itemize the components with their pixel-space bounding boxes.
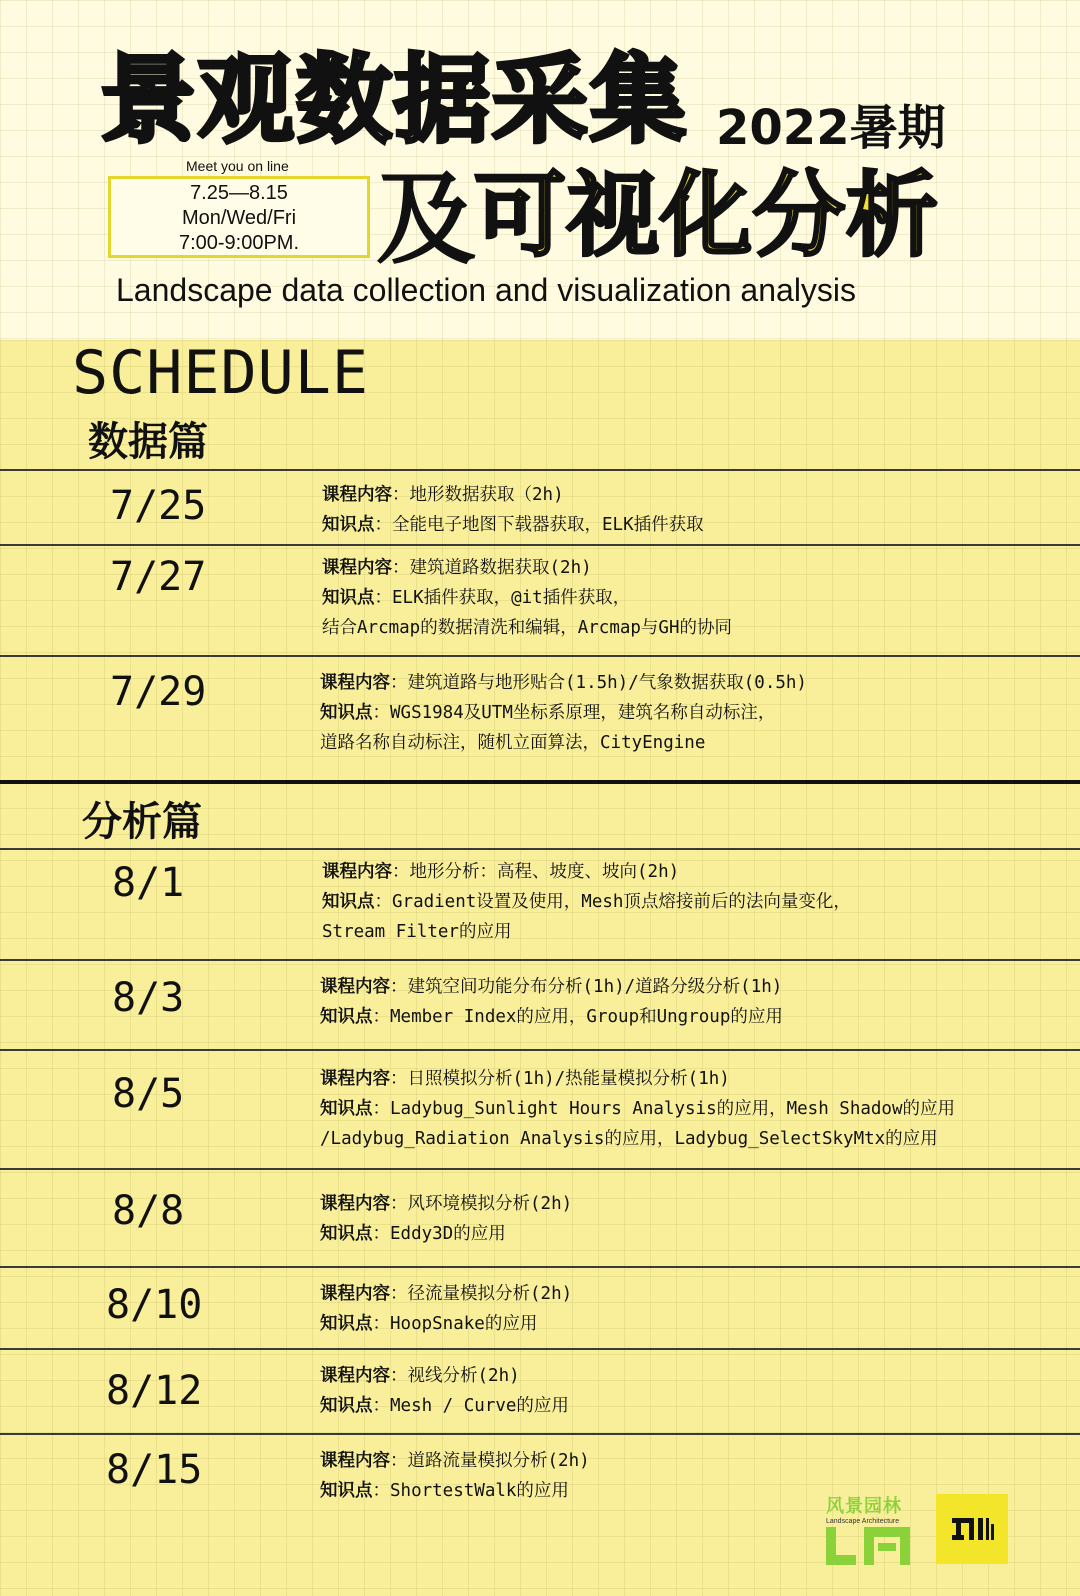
divider bbox=[0, 469, 1080, 471]
knowledge-label: 知识点 bbox=[322, 515, 375, 535]
session-details: 课程内容：视线分析(2h) 知识点：Mesh / Curve的应用 bbox=[320, 1366, 569, 1416]
session-details: 课程内容：建筑道路与地形贴合(1.5h)/气象数据获取(0.5h) 知识点：WGS1984及UTM坐标系原理，建筑名称自动标注， 道路名称自动标注，随机立面算法，CityEngine bbox=[320, 668, 807, 758]
session-date: 7/27 bbox=[110, 554, 207, 600]
session-date: 8/10 bbox=[106, 1282, 203, 1328]
term-label: 2022暑期 bbox=[716, 100, 946, 156]
session-content: 建筑道路数据获取(2h) bbox=[409, 558, 592, 578]
session-knowledge: 结合Arcmap的数据清洗和编辑，Arcmap与GH的协同 bbox=[322, 618, 733, 638]
session-details: 课程内容：地形数据获取（2h) 知识点：全能电子地图下载器获取，ELK插件获取 bbox=[322, 485, 704, 535]
section-title-data: 数据篇 bbox=[88, 419, 208, 465]
session-knowledge: WGS1984及UTM坐标系原理，建筑名称自动标注， bbox=[390, 703, 776, 723]
session-details: 课程内容：日照模拟分析(1h)/热能量模拟分析(1h) 知识点：Ladybug_Sunlight Hours Analysis的应用，Mesh Shadow的应用 /Ladybug_Radiation Analysis的应用，Ladybug_SelectSkyMtx的应用 bbox=[320, 1064, 955, 1154]
la-logo-subtitle: Landscape Architecture bbox=[826, 1518, 900, 1525]
divider bbox=[0, 1266, 1080, 1268]
session-date: 8/12 bbox=[106, 1368, 203, 1414]
session-knowledge: Gradient设置及使用，Mesh顶点熔接前后的法向量变化， bbox=[392, 892, 851, 912]
landscape-architecture-logo bbox=[826, 1492, 914, 1571]
title-main: 景观数据采集 bbox=[100, 44, 688, 156]
session-content: 视线分析(2h) bbox=[407, 1366, 520, 1386]
knowledge-label: 知识点 bbox=[320, 703, 373, 723]
session-content: 日照模拟分析(1h)/热能量模拟分析(1h) bbox=[407, 1069, 730, 1089]
session-knowledge: ELK插件获取，@it插件获取， bbox=[392, 588, 631, 608]
content-label: 课程内容 bbox=[320, 673, 390, 693]
session-details: 课程内容：建筑道路数据获取(2h) 知识点：ELK插件获取，@it插件获取， 结合Arcmap的数据清洗和编辑，Arcmap与GH的协同 bbox=[322, 553, 732, 643]
divider bbox=[0, 959, 1080, 961]
session-knowledge: Eddy3D的应用 bbox=[390, 1224, 506, 1244]
knowledge-label: 知识点 bbox=[320, 1314, 373, 1334]
session-details: 课程内容：建筑空间功能分布分析(1h)/道路分级分析(1h) 知识点：Member Index的应用，Group和Ungroup的应用 bbox=[320, 977, 783, 1027]
time-hours: 7:00-9:00PM. bbox=[178, 232, 300, 254]
session-date: 8/3 bbox=[112, 975, 185, 1021]
session-knowledge: Mesh / Curve的应用 bbox=[390, 1396, 569, 1416]
session-content: 道路流量模拟分析(2h) bbox=[407, 1451, 590, 1471]
knowledge-label: 知识点 bbox=[322, 588, 375, 608]
session-content: 地形数据获取（2h) bbox=[409, 485, 564, 505]
time-dates: 7.25—8.15 bbox=[190, 182, 288, 204]
content-label: 课程内容 bbox=[320, 1284, 390, 1304]
title-sub: 可视化分析 bbox=[474, 162, 940, 269]
session-knowledge: 道路名称自动标注，随机立面算法，CityEngine bbox=[320, 733, 706, 753]
knowledge-label: 知识点 bbox=[320, 1007, 373, 1027]
section-title-analysis: 分析篇 bbox=[82, 799, 202, 845]
divider bbox=[0, 1348, 1080, 1350]
session-content: 建筑道路与地形贴合(1.5h)/气象数据获取(0.5h) bbox=[407, 673, 807, 693]
meet-online-label: Meet you on line bbox=[186, 158, 289, 174]
knowledge-label: 知识点 bbox=[320, 1396, 373, 1416]
content-label: 课程内容 bbox=[320, 1069, 390, 1089]
la-logo-mark-icon bbox=[826, 1525, 912, 1567]
session-knowledge: HoopSnake的应用 bbox=[390, 1314, 538, 1334]
title-conjunction: 及 bbox=[376, 161, 476, 278]
time-days: Mon/Wed/Fri bbox=[181, 207, 297, 229]
session-details: 课程内容：径流量模拟分析(2h) 知识点：HoopSnake的应用 bbox=[320, 1284, 573, 1334]
session-details: 课程内容：地形分析：高程、坡度、坡向(2h) 知识点：Gradient设置及使用，Mesh顶点熔接前后的法向量变化， Stream Filter的应用 bbox=[322, 857, 851, 947]
knowledge-label: 知识点 bbox=[320, 1481, 373, 1501]
section-divider bbox=[0, 780, 1080, 784]
title-english: Landscape data collection and visualization analysis bbox=[116, 272, 857, 308]
session-date: 8/5 bbox=[112, 1071, 185, 1117]
session-knowledge: ShortestWalk的应用 bbox=[390, 1481, 569, 1501]
session-content: 风环境模拟分析(2h) bbox=[407, 1194, 573, 1214]
session-details: 课程内容：道路流量模拟分析(2h) 知识点：ShortestWalk的应用 bbox=[320, 1451, 590, 1501]
session-date: 8/15 bbox=[106, 1447, 203, 1493]
knowledge-label: 知识点 bbox=[322, 892, 375, 912]
session-details: 课程内容：风环境模拟分析(2h) 知识点：Eddy3D的应用 bbox=[320, 1194, 573, 1244]
session-date: 7/25 bbox=[110, 483, 207, 529]
la-logo-text: 风景园林 bbox=[826, 1496, 902, 1517]
content-label: 课程内容 bbox=[320, 1451, 390, 1471]
divider bbox=[0, 1168, 1080, 1170]
schedule-title: SCHEDULE bbox=[72, 338, 369, 408]
session-date: 8/8 bbox=[112, 1188, 185, 1234]
knowledge-label: 知识点 bbox=[320, 1099, 373, 1119]
time-box bbox=[108, 176, 370, 258]
session-knowledge: Ladybug_Sunlight Hours Analysis的应用，Mesh Shadow的应用 bbox=[390, 1099, 956, 1119]
divider bbox=[0, 848, 1080, 850]
session-date: 8/1 bbox=[112, 860, 185, 906]
content-label: 课程内容 bbox=[320, 1194, 390, 1214]
divider bbox=[0, 544, 1080, 546]
session-content: 径流量模拟分析(2h) bbox=[407, 1284, 573, 1304]
session-content: 地形分析：高程、坡度、坡向(2h) bbox=[409, 862, 680, 882]
session-knowledge: Member Index的应用，Group和Ungroup的应用 bbox=[390, 1007, 783, 1027]
content-label: 课程内容 bbox=[322, 485, 392, 505]
session-knowledge: Stream Filter的应用 bbox=[322, 922, 512, 942]
knowledge-label: 知识点 bbox=[320, 1224, 373, 1244]
session-knowledge: 全能电子地图下载器获取，ELK插件获取 bbox=[392, 515, 704, 535]
content-label: 课程内容 bbox=[322, 862, 392, 882]
divider bbox=[0, 655, 1080, 657]
header bbox=[0, 0, 1080, 340]
divider bbox=[0, 1433, 1080, 1435]
content-label: 课程内容 bbox=[322, 558, 392, 578]
content-label: 课程内容 bbox=[320, 977, 390, 997]
content-label: 课程内容 bbox=[320, 1366, 390, 1386]
session-content: 建筑空间功能分布分析(1h)/道路分级分析(1h) bbox=[407, 977, 783, 997]
brand-mark-icon bbox=[936, 1494, 1008, 1564]
divider bbox=[0, 1049, 1080, 1051]
session-date: 7/29 bbox=[110, 669, 207, 715]
session-knowledge: /Ladybug_Radiation Analysis的应用，Ladybug_SelectSkyMtx的应用 bbox=[320, 1129, 938, 1149]
